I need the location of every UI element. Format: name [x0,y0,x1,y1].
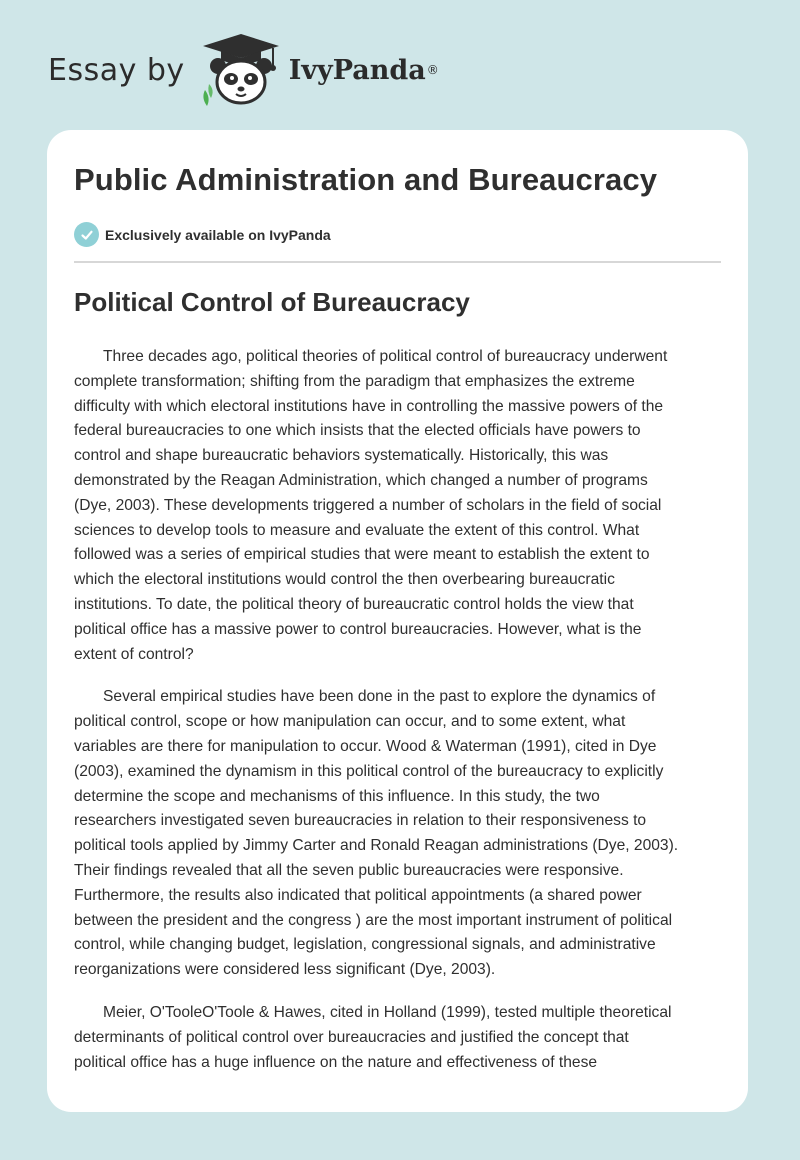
paragraph [74,1001,721,1075]
check-icon [74,222,99,247]
paragraph-line: political tools applied by Jimmy Carter and Ronald Reagan administrations (Dye, 2003). [74,837,679,855]
paragraph-line: sciences to develop tools to measure and evaluate the extent of this control. What [74,521,640,539]
section-heading: Political Control of Bureaucracy [74,287,470,317]
paragraph-line: control and shape bureaucratic behaviors systematically. Historically, this was [74,447,609,465]
paragraph-line: between the president and the congress ) are the most important instrument of political [74,911,673,929]
paragraph-line: complete transformation; shifting from the paradigm that emphasizes the extreme [74,372,635,390]
brand-name: IvyPanda [288,54,426,86]
paragraph-line: Three decades ago, political theories of political control of bureaucracy underwent [103,348,668,365]
registered-mark: ® [426,63,439,77]
paragraph-line: political office has a massive power to control bureaucracies. However, what is the [74,620,642,638]
paragraph-line: followed was a series of empirical studies that were meant to establish the extent to [74,546,650,564]
divider [74,261,721,263]
paragraph-line: variables are there for manipulation to occur. Wood & Waterman (1991), cited in Dye [74,737,657,755]
essay-body [74,345,721,1093]
paragraph-line: Several empirical studies have been done in the past to explore the dynamics of [103,688,656,706]
paragraph-line: political control, scope or how manipulation can occur, and to some extent, what [74,713,626,731]
paragraph-line: federal bureaucracies to one which insists that the elected officials have powers to [74,422,641,440]
exclusive-badge [74,222,331,247]
paragraph-line: Meier, O'TooleO'Toole & Hawes, cited in Holland (1999), tested multiple theoretical [103,1003,672,1021]
panda-graduate-icon [199,32,283,108]
paragraph-line: extent of control? [74,645,194,663]
paragraph-line: which the electoral institutions would control the then overbearing bureaucratic [74,571,615,589]
paragraph-line: demonstrated by the Reagan Administration, which changed a number of programs [74,471,648,489]
paragraph-line: reorganizations were considered less significant (Dye, 2003). [74,961,496,979]
paragraph-line: difficulty with which electoral institutions have in controlling the massive powers of the [74,397,664,415]
paragraph-line: determinants of political control over bureaucracies and justified the concept that [74,1028,629,1046]
paragraph-line: institutions. To date, the political theory of bureaucratic control holds the view that [74,595,634,613]
paragraph-line: researchers investigated seven bureaucracies in relation to their responsiveness to [74,812,647,830]
paragraph-line: Furthermore, the results also indicated that political appointments (a shared power [74,886,642,904]
paragraph-line: (2003), examined the dynamism in this political control of the bureaucracy to explicitly [74,762,664,780]
paragraph-line: control, while changing budget, legislation, congressional signals, and administrative [74,936,656,954]
brand-header [48,30,439,110]
paragraph-line: political office has a huge influence on the nature and effectiveness of these [74,1053,598,1071]
paragraph-line: determine the scope and mechanisms of this influence. In this study, the two [74,787,600,805]
paragraph [74,345,721,667]
exclusive-label: Exclusively available on IvyPanda [105,226,331,243]
paragraph [74,685,721,983]
essay-card [47,130,748,1112]
brand-prefix: Essay by [48,52,185,88]
paragraph-line: Their findings revealed that all the seven public bureaucracies were responsive. [74,861,624,879]
essay-title: Public Administration and Bureaucracy [74,162,658,197]
paragraph-line: (Dye, 2003). These developments triggered a number of scholars in the field of social [74,496,662,514]
